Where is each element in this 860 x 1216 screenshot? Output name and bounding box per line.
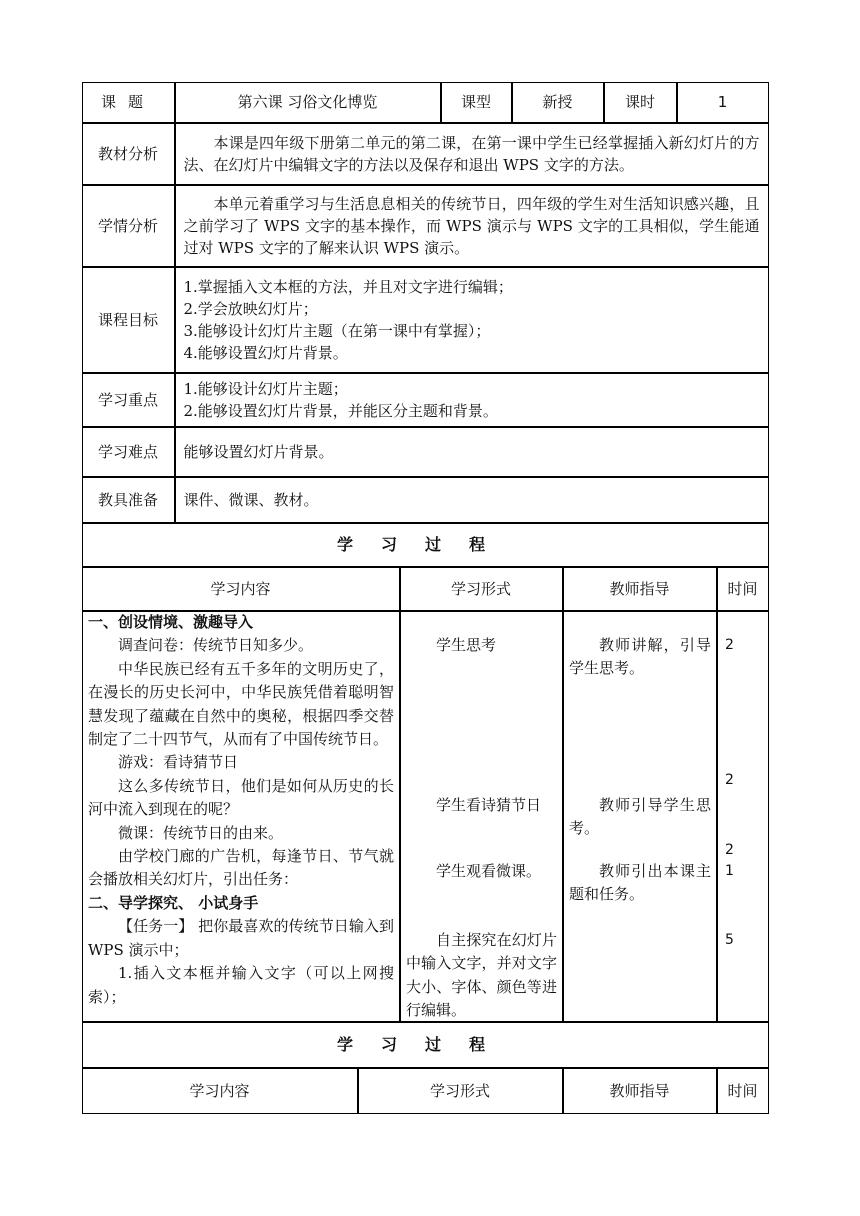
- student-text: 本单元着重学习与生活息息相关的传统节日，四年级的学生对生活知识感兴趣，且之前学习了 WPS 文字的基本操作，而 WPS 演示与 WPS 文字的工具相似，学生能通过对 WPS 文字的了解来认识 WPS 演示。: [183, 194, 760, 257]
- form-text: 自主探究在幻灯片中输入文字，并对文字大小、字体、颜色等进行编辑。: [406, 931, 557, 1020]
- topic-value: 第六课 习俗文化博览: [175, 82, 441, 123]
- type-value: 新授: [512, 82, 604, 123]
- form-text: 学生看诗猜节日: [436, 796, 542, 814]
- keypoint-item: 1.能够设计幻灯片主题；: [183, 379, 348, 398]
- content-paragraph: 中华民族已经有五千多年的文明历史了，在漫长的历史长河中，中华民族凭借着聪明智慧发现了蕴藏在自然中的奥秘，根据四季交替制定了二十四节气，从而有了中国传统节日。: [88, 659, 394, 749]
- content-paragraph: 【任务一】 把你最喜欢的传统节日输入到 WPS 演示中；: [88, 917, 394, 959]
- time-cell: [717, 611, 769, 1022]
- student-label: 学情分析: [82, 185, 175, 267]
- keypoint-item: 2.能够设置幻灯片背景，并能区分主题和背景。: [183, 401, 498, 420]
- analysis-text: 本课是四年级下册第二单元的第二课，在第一课中学生已经掌握插入新幻灯片的方法、在幻灯片中编辑文字的方法以及保存和退出 WPS 文字的方法。: [183, 133, 760, 174]
- teacher-text: 教师引出本课主题和任务。: [569, 862, 711, 904]
- goal-item: 3.能够设计幻灯片主题（在第一课中有掌握）；: [183, 321, 491, 340]
- difficulty-text: 能够设置幻灯片背景。: [175, 427, 769, 477]
- tools-label: 教具准备: [82, 477, 175, 523]
- section-heading: 二、导学探究、 小试身手: [88, 893, 259, 912]
- time-value: 2: [725, 637, 734, 653]
- process-title-2: 学习过程: [82, 1022, 769, 1068]
- col-teacher-header-2: 教师指导: [563, 1068, 717, 1114]
- goals-label: 课程目标: [82, 267, 175, 373]
- hours-value: 1: [677, 82, 769, 123]
- analysis-cell: [175, 123, 769, 185]
- col-content-header-2: 学习内容: [82, 1068, 358, 1114]
- col-time-header: 时间: [717, 567, 769, 611]
- content-paragraph: 调查问卷：传统节日知多少。: [118, 636, 314, 655]
- goal-item: 2.学会放映幻灯片；: [183, 299, 318, 318]
- col-time-header-2: 时间: [717, 1068, 769, 1114]
- content-paragraph: 由学校门廊的广告机，每逢节日、节气就会播放相关幻灯片，引出任务：: [88, 847, 394, 889]
- tools-text: 课件、微课、教材。: [175, 477, 769, 523]
- time-value: 2: [725, 842, 734, 858]
- section-heading: 一、创设情境、激趣导入: [88, 613, 254, 631]
- col-form-header-2: 学习形式: [358, 1068, 563, 1114]
- teacher-text: 教师引导学生思考。: [569, 796, 711, 838]
- type-label: 课型: [441, 82, 512, 123]
- hours-label: 课时: [604, 82, 677, 123]
- keypoints-cell: [175, 373, 769, 427]
- col-content-header: 学习内容: [82, 567, 400, 611]
- content-paragraph: 游戏：看诗猜节日: [118, 753, 239, 772]
- goal-item: 4.能够设置幻灯片背景。: [183, 343, 348, 362]
- col-form-header: 学习形式: [400, 567, 563, 611]
- content-text-block: [88, 611, 394, 1009]
- form-text: 学生思考: [436, 636, 497, 654]
- time-value: 1: [725, 863, 734, 879]
- form-text: 学生观看微课。: [436, 862, 542, 880]
- content-paragraph: 微课：传统节日的由来。: [118, 823, 284, 842]
- content-paragraph: 这么多传统节日，他们是如何从历史的长河中流入到现在的呢？: [88, 776, 394, 819]
- time-value: 5: [725, 932, 734, 948]
- col-teacher-header: 教师指导: [563, 567, 717, 611]
- content-paragraph: 1.插入文本框并输入文字（可以上网搜索）；: [88, 964, 394, 1006]
- time-value: 2: [725, 772, 734, 788]
- process-title: 学习过程: [82, 523, 769, 567]
- goal-item: 1.掌握插入文本框的方法，并且对文字进行编辑；: [183, 277, 513, 296]
- student-cell: [175, 185, 769, 267]
- topic-label: 课题: [82, 82, 175, 123]
- analysis-label: 教材分析: [82, 123, 175, 185]
- difficulty-label: 学习难点: [82, 427, 175, 477]
- goals-cell: [175, 267, 769, 373]
- keypoints-label: 学习重点: [82, 373, 175, 427]
- teacher-text: 教师讲解，引导学生思考。: [569, 636, 711, 678]
